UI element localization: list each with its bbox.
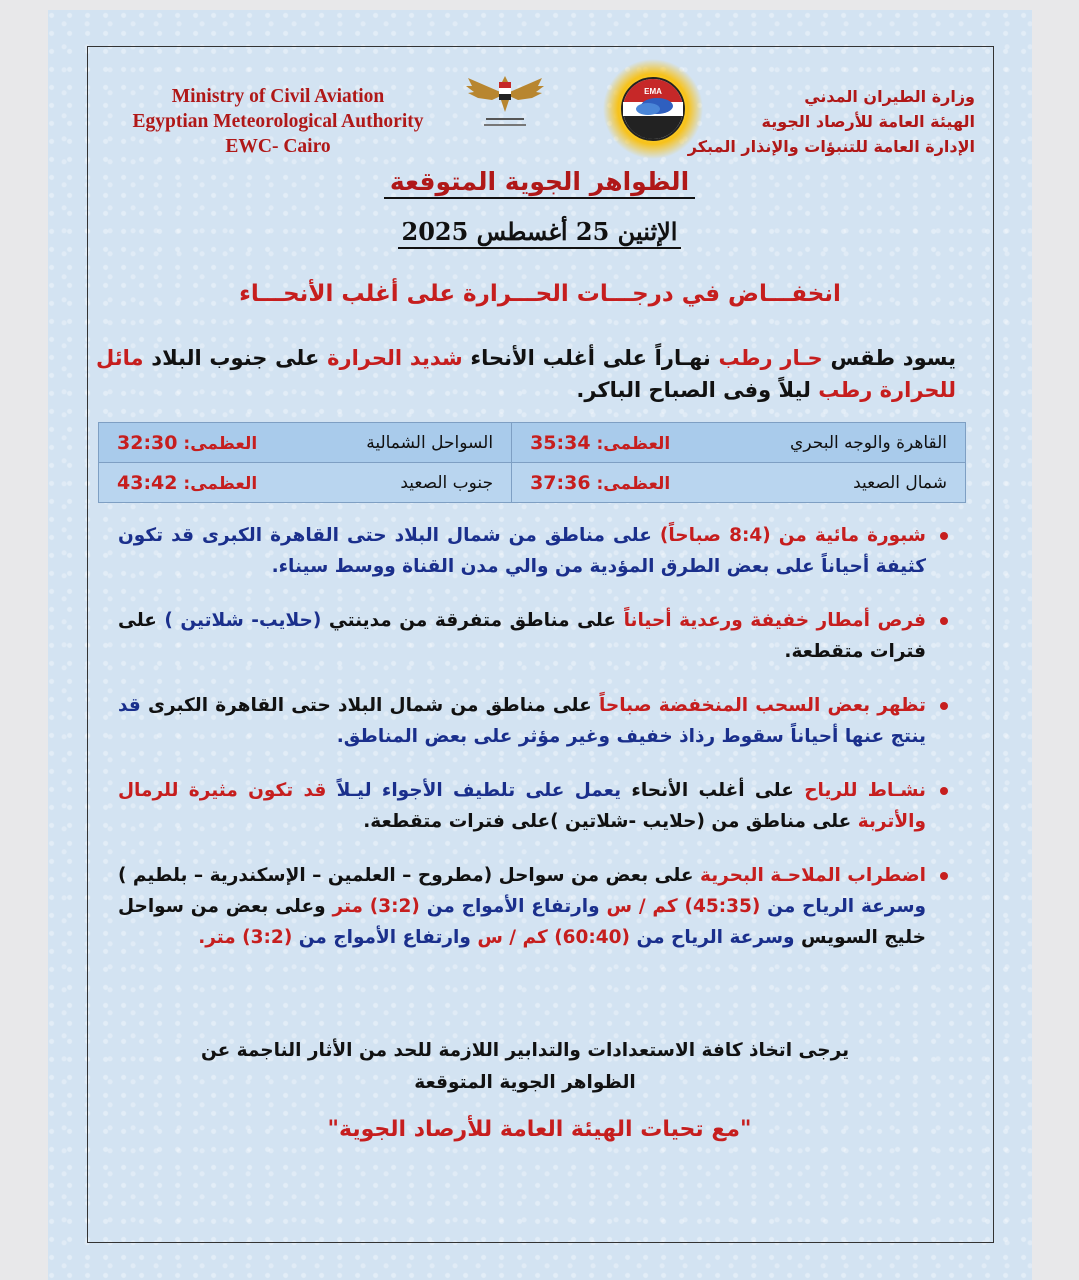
bullet-text: وسرعة الرياح من xyxy=(760,896,927,917)
table-row xyxy=(99,463,966,503)
intro-part: ليلاً وفى الصباح الباكر. xyxy=(576,378,819,402)
max-value: 37:36 xyxy=(530,471,591,494)
closing-line: الظواهر الجوية المتوقعة xyxy=(414,1072,636,1093)
table-row xyxy=(99,423,966,463)
table-cell xyxy=(99,423,512,463)
bullet-text: قد تكون مثيرة للرمال والأتربة xyxy=(118,780,926,832)
bulletin-title-text: الظواهر الجوية المتوقعة xyxy=(384,167,695,199)
bulletin-date xyxy=(0,217,1079,246)
region-name: القاهرة والوجه البحري xyxy=(790,432,947,453)
bulletin-date-text: الإثنين 25 أغسطس 2025 xyxy=(398,217,682,249)
bullet-text: شبورة مائية من xyxy=(770,525,926,546)
bullet-text: تظهر بعض السحب المنخفضة صباحاً xyxy=(598,695,926,716)
intro-mild-hot: مائل للحرارة رطب xyxy=(96,346,956,402)
ema-logo-text: EMA xyxy=(644,87,662,96)
header-ar-ministry: وزارة الطيران المدني xyxy=(804,87,975,106)
bullet-text: على مناطق من (حلايب -شلاتين )على فترات متقطعة. xyxy=(363,811,858,832)
bullet-text: على مناطق متفرقة من مدينتي xyxy=(321,610,624,631)
header-ar-authority: الهيئة العامة للأرصاد الجوية xyxy=(761,112,975,131)
header-en-center: EWC- Cairo xyxy=(225,136,331,157)
temperature-table xyxy=(98,422,966,503)
region-name: جنوب الصعيد xyxy=(400,472,494,493)
civil-aviation-logo xyxy=(462,72,548,134)
header-english xyxy=(110,84,446,159)
bulletin-title xyxy=(0,167,1079,196)
bullet-text: وعلى بعض من سواحل خليج السويس xyxy=(118,896,926,948)
region-name: شمال الصعيد xyxy=(853,472,947,493)
table-cell xyxy=(512,463,966,503)
header-en-ministry: Ministry of Civil Aviation xyxy=(171,86,385,107)
bullet-text: على فترات متقطعة. xyxy=(118,610,926,662)
bullet-text: اضطراب الملاحـة البحرية xyxy=(699,865,926,886)
bullet-text: نشـاط للرياح xyxy=(804,780,927,801)
bullet-marine xyxy=(118,860,948,953)
max-label: العظمى: xyxy=(596,433,671,454)
bullet-text: على مناطق من شمال البلاد حتى القاهرة الكبرى قد تكون كثيفة أحياناً على بعض الطرق المؤدية من والي مدن القناة ووسط سيناء. xyxy=(118,525,926,577)
max-label: العظمى: xyxy=(596,473,671,494)
bullet-text: (60:40) كم / س xyxy=(477,927,631,948)
max-value: 32:30 xyxy=(117,431,178,454)
bullet-dot xyxy=(940,532,948,540)
bullet-text: قد ينتج عنها أحياناً سقوط رذاذ خفيف وغير مؤثر على بعض المناطق. xyxy=(118,695,926,747)
closing-note xyxy=(190,1035,860,1099)
bullet-text: على أغلب الأنحاء xyxy=(621,780,805,801)
bullet-text: على بعض من سواحل (مطروح – العلمين – الإسكندرية – بلطيم ) xyxy=(118,865,700,886)
intro-part: على جنوب البلاد xyxy=(143,346,328,370)
bullet-text: على مناطق من شمال البلاد حتى القاهرة الكبرى xyxy=(147,695,599,716)
bullet-text: وارتفاع الأمواج من xyxy=(419,896,607,917)
signature: "مع تحيات الهيئة العامة للأرصاد الجوية" xyxy=(327,1117,752,1142)
bullet-dot xyxy=(940,787,948,795)
table-cell xyxy=(512,423,966,463)
bullet-dot xyxy=(940,872,948,880)
intro-part: يسود طقس xyxy=(822,346,957,370)
bullet-text: (3:2) متر. xyxy=(198,927,293,948)
table-cell xyxy=(99,463,512,503)
bullet-fog xyxy=(118,520,948,582)
bullet-clouds xyxy=(118,690,948,752)
header-en-authority: Egyptian Meteorological Authority xyxy=(132,111,424,132)
bullet-text: (حلايب- شلاتين ) xyxy=(164,610,322,631)
bullet-dot xyxy=(940,617,948,625)
max-value: 43:42 xyxy=(117,471,178,494)
bullet-text: وارتفاع الأمواج من xyxy=(292,927,478,948)
max-label: العظمى: xyxy=(183,473,258,494)
intro-very-hot: شديد الحرارة xyxy=(327,346,463,370)
header-arabic xyxy=(655,84,975,159)
bullet-dot xyxy=(940,702,948,710)
bullet-text: (45:35) كم / س xyxy=(606,896,761,917)
intro-part: نهـاراً على أغلب الأنحاء xyxy=(462,346,719,370)
region-name: السواحل الشمالية xyxy=(366,432,494,453)
bullet-rain xyxy=(118,605,948,667)
header-ar-department: الإدارة العامة للتنبؤات والإنذار المبكر xyxy=(687,137,975,156)
closing-line: يرجى اتخاذ كافة الاستعدادات والتدابير اللازمة للحد من الأثار الناجمة عن xyxy=(200,1040,850,1061)
headline: انخفـــاض في درجـــات الحـــرارة على أغلب الأنحـــاء xyxy=(239,281,841,307)
forecast-bullets xyxy=(118,520,948,953)
bullet-text: (8:4 صباحاً) xyxy=(659,525,771,546)
max-label: العظمى: xyxy=(183,433,258,454)
max-value: 35:34 xyxy=(530,431,591,454)
bullet-text: يعمل على تلطيف الأجواء ليـلاً xyxy=(336,780,622,801)
bullet-text: (3:2) متر xyxy=(332,896,420,917)
intro-paragraph xyxy=(96,342,956,406)
intro-hot-humid: حـار رطب xyxy=(718,346,823,370)
bullet-text: وسرعة الرياح من xyxy=(630,927,795,948)
bullet-wind xyxy=(118,775,948,837)
bullet-text: فرص أمطار خفيفة ورعدية أحياناً xyxy=(623,610,926,631)
